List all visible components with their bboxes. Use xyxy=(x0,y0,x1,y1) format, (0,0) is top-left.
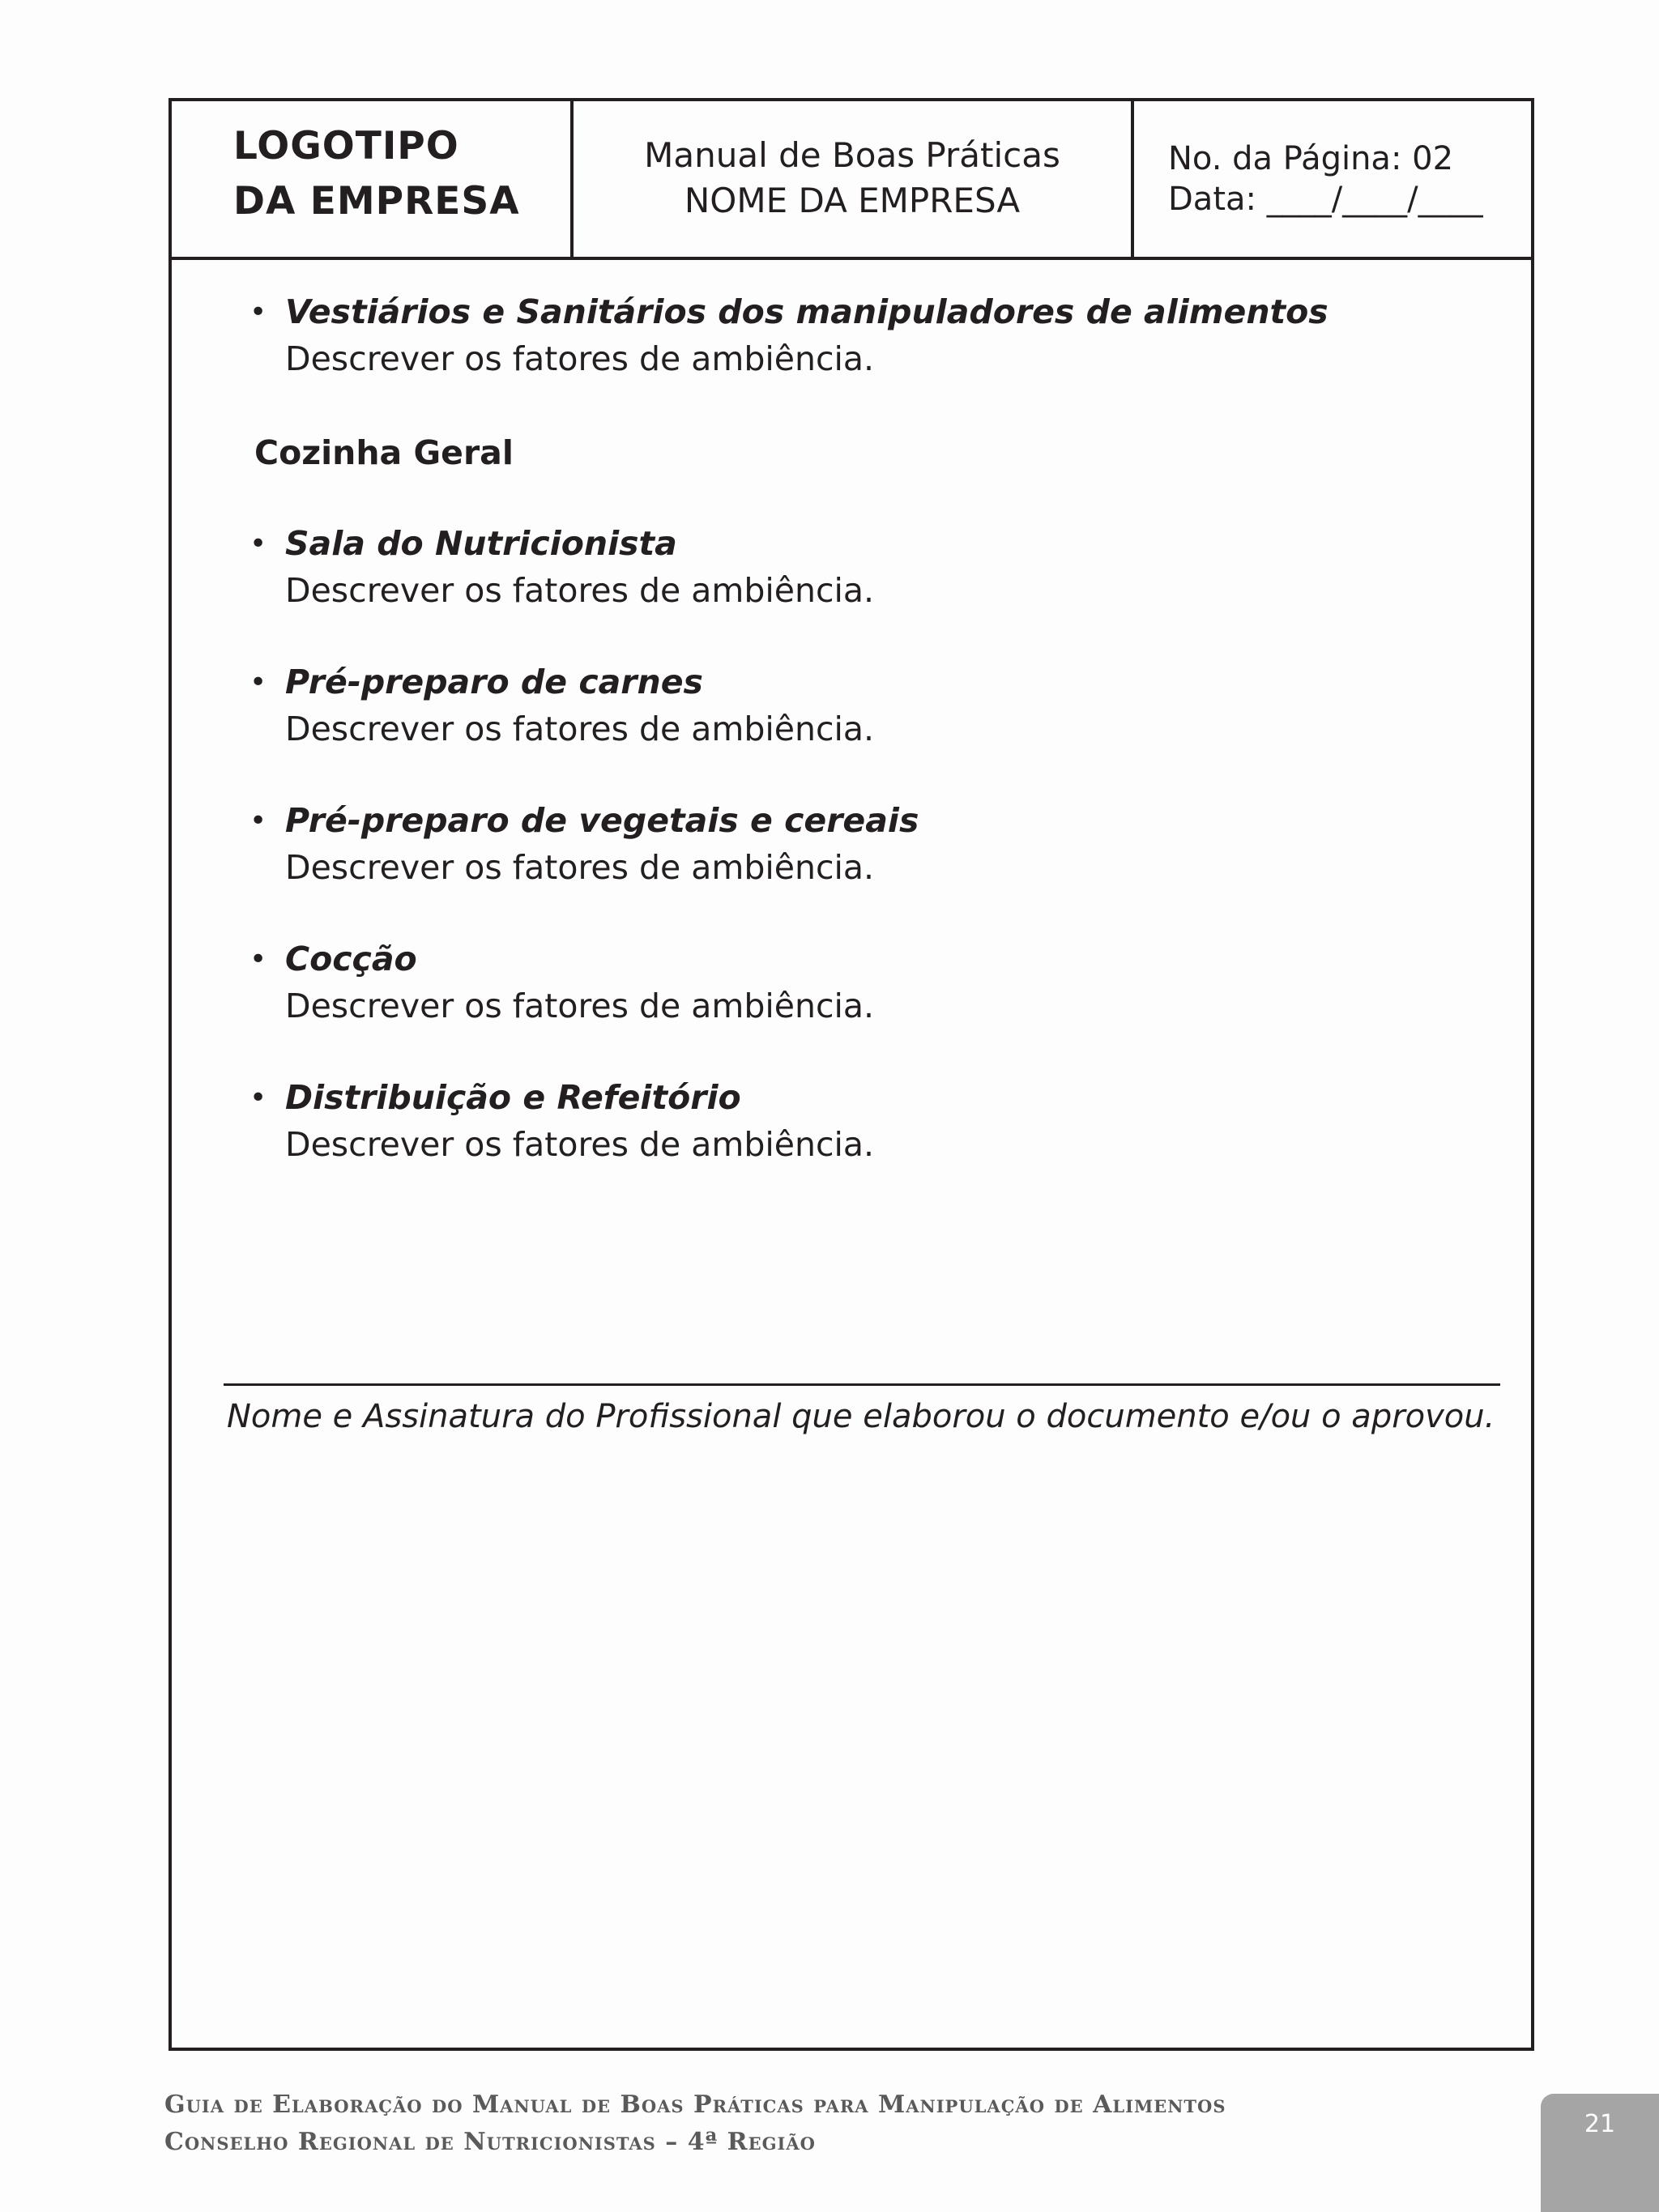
bullet-icon: • xyxy=(249,1081,267,1115)
logo-text-line1: LOGOTIPO xyxy=(233,124,459,168)
item-description: Descrever os fatores de ambiência. xyxy=(285,987,875,1025)
item-title: Cocção xyxy=(285,940,417,978)
logo-cell xyxy=(172,101,574,257)
page-info-cell xyxy=(1134,101,1531,257)
item-title: Distribuição e Refeitório xyxy=(285,1078,741,1117)
item-description: Descrever os fatores de ambiência. xyxy=(285,571,875,610)
item-description: Descrever os fatores de ambiência. xyxy=(285,848,875,887)
item-description: Descrever os fatores de ambiência. xyxy=(285,710,875,748)
item-title: Pré-preparo de vegetais e cereais xyxy=(285,801,919,840)
signature-caption: Nome e Assinatura do Profissional que elaborou o documento e/ou o aprovou. xyxy=(227,1398,1495,1435)
bullet-icon: • xyxy=(249,666,267,699)
page-number-tab xyxy=(1541,2094,1659,2212)
signature-line xyxy=(224,1383,1500,1386)
footer-page-number: 21 xyxy=(1584,2110,1616,2138)
manual-title: Manual de Boas Práticas xyxy=(644,135,1060,175)
document-header xyxy=(172,101,1531,260)
footer-council-name: Conselho Regional de Nutricionistas – 4ª Região xyxy=(164,2128,816,2156)
document-body xyxy=(172,260,1531,2048)
document-frame xyxy=(168,98,1534,2051)
bullet-icon: • xyxy=(249,527,267,560)
footer-guide-title: Guia de Elaboração do Manual de Boas Práticas para Manipulação de Alimentos xyxy=(164,2091,1226,2119)
logo-text-line2: DA EMPRESA xyxy=(233,179,520,224)
section-title: Cozinha Geral xyxy=(254,433,514,472)
item-title: Pré-preparo de carnes xyxy=(285,663,703,701)
date-label: Data: ____/____/____ xyxy=(1168,181,1483,218)
item-description: Descrever os fatores de ambiência. xyxy=(285,339,875,378)
item-title: Vestiários e Sanitários dos manipuladores de alimentos xyxy=(285,292,1328,331)
company-name: NOME DA EMPRESA xyxy=(684,181,1021,220)
page-number-label: No. da Página: 02 xyxy=(1168,140,1454,177)
item-description: Descrever os fatores de ambiência. xyxy=(285,1125,875,1164)
title-cell xyxy=(574,101,1134,257)
item-title: Sala do Nutricionista xyxy=(285,524,677,563)
bullet-icon: • xyxy=(249,943,267,976)
bullet-icon: • xyxy=(249,804,267,837)
bullet-icon: • xyxy=(249,296,267,329)
